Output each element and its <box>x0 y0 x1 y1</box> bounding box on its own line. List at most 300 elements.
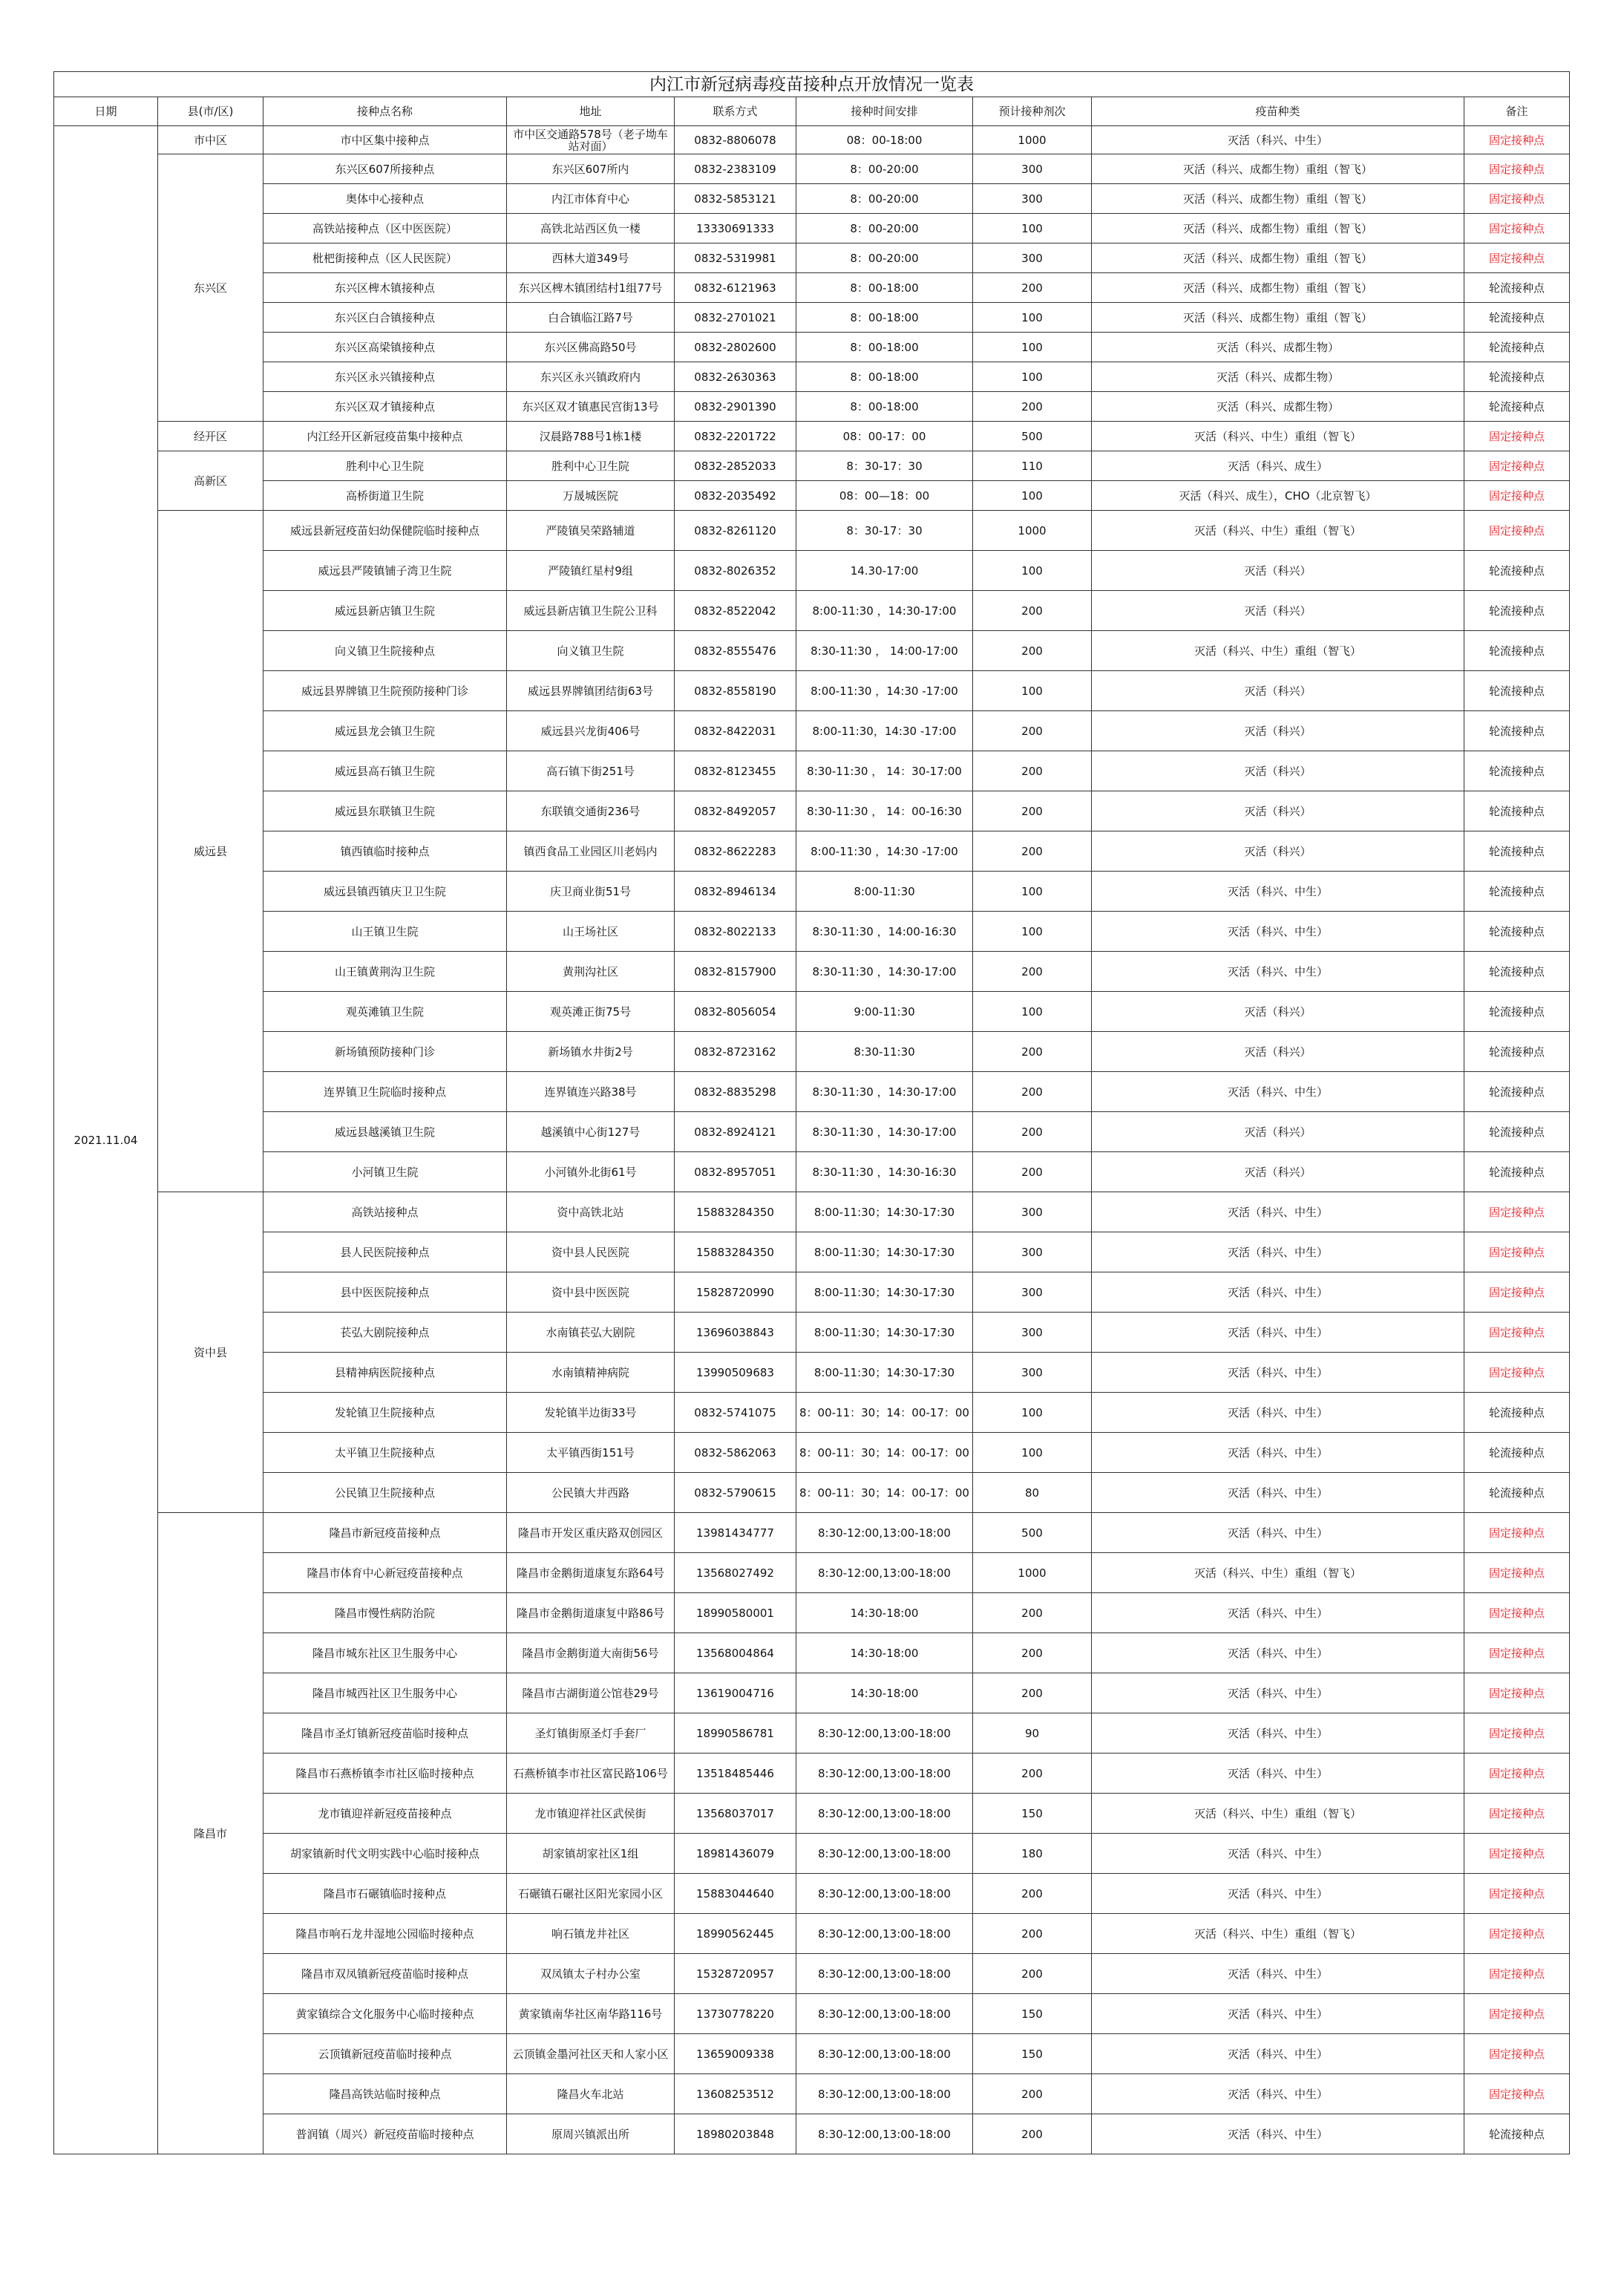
note-cell: 轮流接种点 <box>1464 992 1570 1032</box>
vaccine-type-cell: 灭活（科兴） <box>1092 1032 1464 1072</box>
site-name-cell: 隆昌市圣灯镇新冠疫苗临时接种点 <box>263 1713 507 1754</box>
note-cell: 轮流接种点 <box>1464 1112 1570 1152</box>
schedule-cell: 8:00-11:30；14:30-17:30 <box>796 1192 973 1232</box>
schedule-cell: 8:30-12:00,13:00-18:00 <box>796 1914 973 1954</box>
county-cell: 市中区 <box>158 126 263 154</box>
site-name-cell: 县精神病医院接种点 <box>263 1353 507 1393</box>
doses-cell: 100 <box>973 481 1092 511</box>
table-row <box>54 1553 1570 1593</box>
doses-cell: 200 <box>973 711 1092 751</box>
phone-cell: 0832-8022133 <box>675 912 796 952</box>
site-name-cell: 隆昌市城西社区卫生服务中心 <box>263 1673 507 1713</box>
doses-cell: 150 <box>973 2034 1092 2074</box>
note-cell: 固定接种点 <box>1464 126 1570 154</box>
schedule-cell: 14:30-18:00 <box>796 1593 973 1633</box>
phone-cell: 0832-8157900 <box>675 952 796 992</box>
note-cell: 固定接种点 <box>1464 154 1570 184</box>
doses-cell: 200 <box>973 751 1092 791</box>
doses-cell: 100 <box>973 333 1092 362</box>
address-cell: 双凤镇太子村办公室 <box>507 1954 675 1994</box>
doses-cell: 200 <box>973 2114 1092 2154</box>
address-cell: 万晟城医院 <box>507 481 675 511</box>
note-cell: 轮流接种点 <box>1464 751 1570 791</box>
header-date: 日期 <box>54 97 158 126</box>
table-row <box>54 1473 1570 1513</box>
vaccine-type-cell: 灭活（科兴） <box>1092 1152 1464 1192</box>
address-cell: 云顶镇金墨河社区天和人家小区 <box>507 2034 675 2074</box>
vaccine-type-cell: 灭活（科兴、中生） <box>1092 1272 1464 1313</box>
site-name-cell: 隆昌市城东社区卫生服务中心 <box>263 1633 507 1673</box>
vaccine-type-cell: 灭活（科兴、中生） <box>1092 912 1464 952</box>
table-row <box>54 1353 1570 1393</box>
vaccine-type-cell: 灭活（科兴、中生） <box>1092 126 1464 154</box>
header-address: 地址 <box>507 97 675 126</box>
note-cell: 轮流接种点 <box>1464 303 1570 333</box>
site-name-cell: 县中医医院接种点 <box>263 1272 507 1313</box>
note-cell: 固定接种点 <box>1464 1874 1570 1914</box>
address-cell: 黄荆沟社区 <box>507 952 675 992</box>
doses-cell: 200 <box>973 631 1092 671</box>
vaccine-type-cell: 灭活（科兴、成都生物） <box>1092 333 1464 362</box>
phone-cell: 0832-8946134 <box>675 872 796 912</box>
address-cell: 石燕桥镇李市社区富民路106号 <box>507 1754 675 1794</box>
table-row <box>54 1152 1570 1192</box>
table-row <box>54 791 1570 831</box>
phone-cell: 0832-2852033 <box>675 451 796 481</box>
note-cell: 轮流接种点 <box>1464 711 1570 751</box>
doses-cell: 200 <box>973 1072 1092 1112</box>
table-row <box>54 1072 1570 1112</box>
site-name-cell: 隆昌市双凤镇新冠疫苗临时接种点 <box>263 1954 507 1994</box>
schedule-cell: 8:30-11:30 ， 14：30-17:00 <box>796 751 973 791</box>
table-row <box>54 1593 1570 1633</box>
table-row <box>54 422 1570 451</box>
address-cell: 高石镇下街251号 <box>507 751 675 791</box>
site-name-cell: 东兴区607所接种点 <box>263 154 507 184</box>
schedule-cell: 8:30-11:30 ， 14:00-17:00 <box>796 631 973 671</box>
schedule-cell: 14:30-18:00 <box>796 1673 973 1713</box>
vaccine-type-cell: 灭活（科兴、中生） <box>1092 1874 1464 1914</box>
phone-cell: 18990562445 <box>675 1914 796 1954</box>
vaccine-type-cell: 灭活（科兴、中生） <box>1092 1232 1464 1272</box>
site-name-cell: 向义镇卫生院接种点 <box>263 631 507 671</box>
phone-cell: 0832-2630363 <box>675 362 796 392</box>
schedule-cell: 8:00-11:30；14:30-17:30 <box>796 1272 973 1313</box>
address-cell: 山王场社区 <box>507 912 675 952</box>
note-cell: 固定接种点 <box>1464 1353 1570 1393</box>
phone-cell: 0832-6121963 <box>675 273 796 303</box>
note-cell: 轮流接种点 <box>1464 872 1570 912</box>
note-cell: 固定接种点 <box>1464 1954 1570 1994</box>
site-name-cell: 隆昌市石燕桥镇李市社区临时接种点 <box>263 1754 507 1794</box>
table-row <box>54 1313 1570 1353</box>
doses-cell: 110 <box>973 451 1092 481</box>
doses-cell: 1000 <box>973 511 1092 551</box>
county-cell: 资中县 <box>158 1192 263 1513</box>
phone-cell: 13730778220 <box>675 1994 796 2034</box>
table-row <box>54 1673 1570 1713</box>
vaccine-type-cell: 灭活（科兴、成生），CHO（北京智飞） <box>1092 481 1464 511</box>
address-cell: 新场镇水井街2号 <box>507 1032 675 1072</box>
schedule-cell: 8：00-20:00 <box>796 184 973 214</box>
schedule-cell: 8:30-12:00,13:00-18:00 <box>796 2034 973 2074</box>
site-name-cell: 云顶镇新冠疫苗临时接种点 <box>263 2034 507 2074</box>
vaccine-type-cell: 灭活（科兴） <box>1092 1112 1464 1152</box>
table-row <box>54 1914 1570 1954</box>
site-name-cell: 隆昌市石碾镇临时接种点 <box>263 1874 507 1914</box>
table-row <box>54 952 1570 992</box>
note-cell: 轮流接种点 <box>1464 362 1570 392</box>
site-name-cell: 威远县新冠疫苗妇幼保健院临时接种点 <box>263 511 507 551</box>
note-cell: 固定接种点 <box>1464 511 1570 551</box>
site-name-cell: 山王镇黄荆沟卫生院 <box>263 952 507 992</box>
address-cell: 公民镇大井西路 <box>507 1473 675 1513</box>
site-name-cell: 观英滩镇卫生院 <box>263 992 507 1032</box>
schedule-cell: 8：00-18:00 <box>796 303 973 333</box>
table-row <box>54 481 1570 511</box>
table-row <box>54 1272 1570 1313</box>
doses-cell: 300 <box>973 1272 1092 1313</box>
site-name-cell: 东兴区椑木镇接种点 <box>263 273 507 303</box>
schedule-cell: 8:00-11:30；14:30-17:30 <box>796 1313 973 1353</box>
doses-cell: 1000 <box>973 126 1092 154</box>
address-cell: 庆卫商业街51号 <box>507 872 675 912</box>
schedule-cell: 8:00-11:30 ，14:30 -17:00 <box>796 831 973 872</box>
phone-cell: 13330691333 <box>675 214 796 244</box>
table-row <box>54 273 1570 303</box>
doses-cell: 100 <box>973 671 1092 711</box>
schedule-cell: 8:30-12:00,13:00-18:00 <box>796 1754 973 1794</box>
phone-cell: 0832-8522042 <box>675 591 796 631</box>
phone-cell: 0832-2802600 <box>675 333 796 362</box>
table-row <box>54 912 1570 952</box>
site-name-cell: 隆昌高铁站临时接种点 <box>263 2074 507 2114</box>
address-cell: 高铁北站西区负一楼 <box>507 214 675 244</box>
vaccine-type-cell: 灭活（科兴） <box>1092 831 1464 872</box>
address-cell: 隆昌市金鹅街道大南街56号 <box>507 1633 675 1673</box>
schedule-cell: 08：00—18：00 <box>796 481 973 511</box>
address-cell: 龙市镇迎祥社区武侯街 <box>507 1794 675 1834</box>
vaccine-type-cell: 灭活（科兴、中生） <box>1092 1313 1464 1353</box>
site-name-cell: 威远县东联镇卫生院 <box>263 791 507 831</box>
doses-cell: 500 <box>973 1513 1092 1553</box>
vaccine-type-cell: 灭活（科兴、中生） <box>1092 1994 1464 2034</box>
note-cell: 轮流接种点 <box>1464 912 1570 952</box>
schedule-cell: 8:30-11:30 <box>796 1032 973 1072</box>
address-cell: 汉晨路788号1栋1楼 <box>507 422 675 451</box>
note-cell: 轮流接种点 <box>1464 591 1570 631</box>
doses-cell: 100 <box>973 551 1092 591</box>
site-name-cell: 隆昌市新冠疫苗接种点 <box>263 1513 507 1553</box>
note-cell: 固定接种点 <box>1464 214 1570 244</box>
vaccine-type-cell: 灭活（科兴） <box>1092 551 1464 591</box>
doses-cell: 200 <box>973 1954 1092 1994</box>
header-schedule: 接种时间安排 <box>796 97 973 126</box>
note-cell: 固定接种点 <box>1464 422 1570 451</box>
county-cell: 高新区 <box>158 451 263 511</box>
table-row <box>54 451 1570 481</box>
table-row <box>54 333 1570 362</box>
note-cell: 固定接种点 <box>1464 481 1570 511</box>
schedule-cell: 8:00-11:30；14:30-17:30 <box>796 1232 973 1272</box>
table-row <box>54 154 1570 184</box>
site-name-cell: 连界镇卫生院临时接种点 <box>263 1072 507 1112</box>
phone-cell: 15328720957 <box>675 1954 796 1994</box>
doses-cell: 200 <box>973 1633 1092 1673</box>
phone-cell: 0832-8622283 <box>675 831 796 872</box>
doses-cell: 300 <box>973 1232 1092 1272</box>
table-row <box>54 214 1570 244</box>
doses-cell: 300 <box>973 154 1092 184</box>
note-cell: 轮流接种点 <box>1464 2114 1570 2154</box>
note-cell: 轮流接种点 <box>1464 952 1570 992</box>
address-cell: 原周兴镇派出所 <box>507 2114 675 2154</box>
vaccine-type-cell: 灭活（科兴、中生） <box>1092 2034 1464 2074</box>
note-cell: 轮流接种点 <box>1464 791 1570 831</box>
table-row <box>54 1954 1570 1994</box>
phone-cell: 0832-8806078 <box>675 126 796 154</box>
address-cell: 资中高铁北站 <box>507 1192 675 1232</box>
note-cell: 轮流接种点 <box>1464 631 1570 671</box>
doses-cell: 100 <box>973 362 1092 392</box>
schedule-cell: 8:30-12:00,13:00-18:00 <box>796 1553 973 1593</box>
address-cell: 东兴区双才镇惠民宫街13号 <box>507 392 675 422</box>
doses-cell: 300 <box>973 1353 1092 1393</box>
site-name-cell: 威远县越溪镇卫生院 <box>263 1112 507 1152</box>
table-row <box>54 1232 1570 1272</box>
doses-cell: 200 <box>973 1874 1092 1914</box>
site-name-cell: 普润镇（周兴）新冠疫苗临时接种点 <box>263 2114 507 2154</box>
county-cell: 经开区 <box>158 422 263 451</box>
phone-cell: 0832-8835298 <box>675 1072 796 1112</box>
address-cell: 威远县兴龙街406号 <box>507 711 675 751</box>
doses-cell: 90 <box>973 1713 1092 1754</box>
phone-cell: 0832-8957051 <box>675 1152 796 1192</box>
doses-cell: 200 <box>973 1673 1092 1713</box>
table-row <box>54 1112 1570 1152</box>
schedule-cell: 8：00-11：30；14：00-17：00 <box>796 1473 973 1513</box>
vaccine-type-cell: 灭活（科兴、成都生物）重组（智飞） <box>1092 184 1464 214</box>
table-row <box>54 1713 1570 1754</box>
schedule-cell: 8：00-18:00 <box>796 333 973 362</box>
phone-cell: 0832-2701021 <box>675 303 796 333</box>
note-cell: 固定接种点 <box>1464 1713 1570 1754</box>
address-cell: 严陵镇吴荣路辅道 <box>507 511 675 551</box>
doses-cell: 100 <box>973 303 1092 333</box>
phone-cell: 0832-2035492 <box>675 481 796 511</box>
doses-cell: 1000 <box>973 1553 1092 1593</box>
vaccine-type-cell: 灭活（科兴、中生） <box>1092 1713 1464 1754</box>
address-cell: 严陵镇红星村9组 <box>507 551 675 591</box>
note-cell: 固定接种点 <box>1464 1313 1570 1353</box>
vaccine-type-cell: 灭活（科兴、成都生物）重组（智飞） <box>1092 154 1464 184</box>
doses-cell: 200 <box>973 1593 1092 1633</box>
phone-cell: 13568027492 <box>675 1553 796 1593</box>
site-name-cell: 威远县严陵镇铺子湾卫生院 <box>263 551 507 591</box>
address-cell: 连界镇连兴路38号 <box>507 1072 675 1112</box>
vaccine-type-cell: 灭活（科兴） <box>1092 711 1464 751</box>
schedule-cell: 8：00-18:00 <box>796 273 973 303</box>
vaccine-type-cell: 灭活（科兴、中生） <box>1092 872 1464 912</box>
address-cell: 威远县新店镇卫生院公卫科 <box>507 591 675 631</box>
vaccine-type-cell: 灭活（科兴、中生） <box>1092 2074 1464 2114</box>
phone-cell: 15883044640 <box>675 1874 796 1914</box>
note-cell: 固定接种点 <box>1464 1633 1570 1673</box>
vaccine-type-cell: 灭活（科兴、中生） <box>1092 1393 1464 1433</box>
phone-cell: 0832-8422031 <box>675 711 796 751</box>
table-row <box>54 992 1570 1032</box>
address-cell: 镇西食品工业园区川老妈内 <box>507 831 675 872</box>
phone-cell: 0832-5741075 <box>675 1393 796 1433</box>
table-row <box>54 362 1570 392</box>
site-name-cell: 镇西镇临时接种点 <box>263 831 507 872</box>
schedule-cell: 8:30-12:00,13:00-18:00 <box>796 1513 973 1553</box>
schedule-cell: 14:30-18:00 <box>796 1633 973 1673</box>
header-note: 备注 <box>1464 97 1570 126</box>
vaccine-type-cell: 灭活（科兴、成都生物）重组（智飞） <box>1092 273 1464 303</box>
address-cell: 越溪镇中心街127号 <box>507 1112 675 1152</box>
schedule-cell: 8:30-12:00,13:00-18:00 <box>796 1794 973 1834</box>
vaccine-type-cell: 灭活（科兴、中生）重组（智飞） <box>1092 631 1464 671</box>
site-name-cell: 山王镇卫生院 <box>263 912 507 952</box>
phone-cell: 18990580001 <box>675 1593 796 1633</box>
phone-cell: 0832-2901390 <box>675 392 796 422</box>
address-cell: 水南镇精神病院 <box>507 1353 675 1393</box>
address-cell: 向义镇卫生院 <box>507 631 675 671</box>
table-row <box>54 2034 1570 2074</box>
site-name-cell: 发轮镇卫生院接种点 <box>263 1393 507 1433</box>
site-name-cell: 隆昌市慢性病防治院 <box>263 1593 507 1633</box>
table-row <box>54 551 1570 591</box>
address-cell: 东兴区佛高路50号 <box>507 333 675 362</box>
address-cell: 太平镇西街151号 <box>507 1433 675 1473</box>
doses-cell: 200 <box>973 2074 1092 2114</box>
note-cell: 轮流接种点 <box>1464 551 1570 591</box>
doses-cell: 200 <box>973 273 1092 303</box>
note-cell: 固定接种点 <box>1464 1673 1570 1713</box>
vaccine-type-cell: 灭活（科兴、中生） <box>1092 1673 1464 1713</box>
address-cell: 东联镇交通街236号 <box>507 791 675 831</box>
table-row <box>54 591 1570 631</box>
vaccine-type-cell: 灭活（科兴、中生） <box>1092 1593 1464 1633</box>
county-cell: 威远县 <box>158 511 263 1192</box>
note-cell: 固定接种点 <box>1464 451 1570 481</box>
note-cell: 固定接种点 <box>1464 1914 1570 1954</box>
note-cell: 轮流接种点 <box>1464 671 1570 711</box>
vaccine-type-cell: 灭活（科兴、中生） <box>1092 1353 1464 1393</box>
schedule-cell: 8:00-11:30，14:30 -17:00 <box>796 711 973 751</box>
schedule-cell: 8:30-12:00,13:00-18:00 <box>796 1954 973 1994</box>
site-name-cell: 高铁站接种点 <box>263 1192 507 1232</box>
address-cell: 市中区交通路578号（老子坳车站对面） <box>507 126 675 154</box>
vaccine-type-cell: 灭活（科兴、中生） <box>1092 1072 1464 1112</box>
table-row <box>54 2074 1570 2114</box>
vaccine-type-cell: 灭活（科兴、中生）重组（智飞） <box>1092 422 1464 451</box>
schedule-cell: 8:30-12:00,13:00-18:00 <box>796 1994 973 2034</box>
schedule-cell: 9:00-11:30 <box>796 992 973 1032</box>
site-name-cell: 东兴区白合镇接种点 <box>263 303 507 333</box>
site-name-cell: 威远县镇西镇庆卫卫生院 <box>263 872 507 912</box>
table-row <box>54 751 1570 791</box>
note-cell: 轮流接种点 <box>1464 1152 1570 1192</box>
doses-cell: 180 <box>973 1834 1092 1874</box>
phone-cell: 0832-8558190 <box>675 671 796 711</box>
note-cell: 轮流接种点 <box>1464 1072 1570 1112</box>
phone-cell: 0832-5862063 <box>675 1433 796 1473</box>
phone-cell: 13659009338 <box>675 2034 796 2074</box>
phone-cell: 18980203848 <box>675 2114 796 2154</box>
table-row <box>54 511 1570 551</box>
vaccine-type-cell: 灭活（科兴、成都生物）重组（智飞） <box>1092 214 1464 244</box>
address-cell: 隆昌市金鹅街道康复中路86号 <box>507 1593 675 1633</box>
vaccine-type-cell: 灭活（科兴、中生） <box>1092 952 1464 992</box>
address-cell: 内江市体育中心 <box>507 184 675 214</box>
schedule-cell: 8:30-11:30 ，14:00-16:30 <box>796 912 973 952</box>
site-name-cell: 黄家镇综合文化服务中心临时接种点 <box>263 1994 507 2034</box>
phone-cell: 18981436079 <box>675 1834 796 1874</box>
address-cell: 资中县人民医院 <box>507 1232 675 1272</box>
vaccine-type-cell: 灭活（科兴、中生） <box>1092 1192 1464 1232</box>
phone-cell: 13568037017 <box>675 1794 796 1834</box>
table-row <box>54 392 1570 422</box>
doses-cell: 100 <box>973 872 1092 912</box>
address-cell: 隆昌市金鹅街道康复东路64号 <box>507 1553 675 1593</box>
county-cell: 隆昌市 <box>158 1513 263 2154</box>
site-name-cell: 高铁站接种点（区中医医院） <box>263 214 507 244</box>
schedule-cell: 14.30-17:00 <box>796 551 973 591</box>
address-cell: 响石镇龙井社区 <box>507 1914 675 1954</box>
doses-cell: 200 <box>973 392 1092 422</box>
phone-cell: 0832-2383109 <box>675 154 796 184</box>
phone-cell: 0832-8555476 <box>675 631 796 671</box>
schedule-cell: 8:30-11:30 ， 14：00-16:30 <box>796 791 973 831</box>
doses-cell: 100 <box>973 992 1092 1032</box>
phone-cell: 0832-5790615 <box>675 1473 796 1513</box>
doses-cell: 300 <box>973 1192 1092 1232</box>
site-name-cell: 隆昌市体育中心新冠疫苗接种点 <box>263 1553 507 1593</box>
phone-cell: 13568004864 <box>675 1633 796 1673</box>
note-cell: 轮流接种点 <box>1464 273 1570 303</box>
site-name-cell: 龙市镇迎祥新冠疫苗接种点 <box>263 1794 507 1834</box>
vaccine-type-cell: 灭活（科兴、中生）重组（智飞） <box>1092 1553 1464 1593</box>
vaccine-type-cell: 灭活（科兴、成生） <box>1092 451 1464 481</box>
header-row <box>54 97 1570 126</box>
note-cell: 固定接种点 <box>1464 1232 1570 1272</box>
site-name-cell: 新场镇预防接种门诊 <box>263 1032 507 1072</box>
site-name-cell: 枇杷街接种点（区人民医院） <box>263 244 507 273</box>
note-cell: 固定接种点 <box>1464 1553 1570 1593</box>
phone-cell: 0832-8261120 <box>675 511 796 551</box>
header-vaccine-type: 疫苗种类 <box>1092 97 1464 126</box>
vaccine-type-cell: 灭活（科兴、成都生物）重组（智飞） <box>1092 303 1464 333</box>
schedule-cell: 8:00-11:30；14:30-17:30 <box>796 1353 973 1393</box>
phone-cell: 15883284350 <box>675 1232 796 1272</box>
site-name-cell: 公民镇卫生院接种点 <box>263 1473 507 1513</box>
doses-cell: 200 <box>973 591 1092 631</box>
site-name-cell: 威远县新店镇卫生院 <box>263 591 507 631</box>
doses-cell: 500 <box>973 422 1092 451</box>
schedule-cell: 8：30-17：30 <box>796 451 973 481</box>
doses-cell: 200 <box>973 831 1092 872</box>
phone-cell: 0832-8026352 <box>675 551 796 591</box>
site-name-cell: 东兴区永兴镇接种点 <box>263 362 507 392</box>
phone-cell: 15828720990 <box>675 1272 796 1313</box>
site-name-cell: 威远县界牌镇卫生院预防接种门诊 <box>263 671 507 711</box>
doses-cell: 80 <box>973 1473 1092 1513</box>
schedule-cell: 8:30-11:30 ，14:30-17:00 <box>796 1112 973 1152</box>
schedule-cell: 08：00-18:00 <box>796 126 973 154</box>
vaccine-type-cell: 灭活（科兴） <box>1092 591 1464 631</box>
